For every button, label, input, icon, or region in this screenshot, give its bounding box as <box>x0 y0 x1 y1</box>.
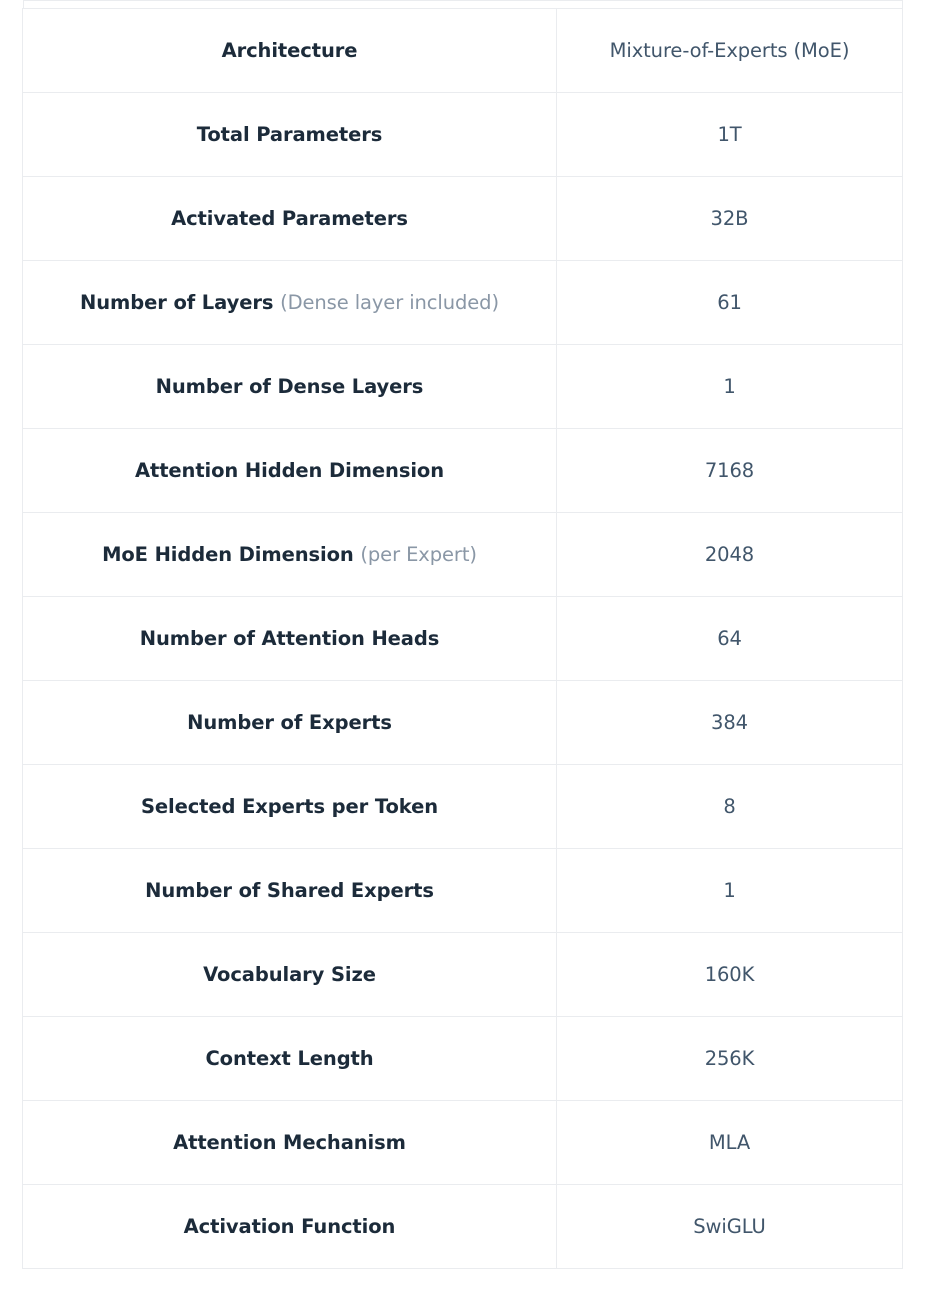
row-label <box>23 765 557 849</box>
row-label-text: Attention Mechanism <box>173 1131 406 1154</box>
row-label-text: Number of Shared Experts <box>145 879 434 902</box>
row-label-text: Activation Function <box>183 1215 396 1238</box>
row-value: 2048 <box>557 513 903 597</box>
row-label-text: Architecture <box>221 39 358 62</box>
row-value: 256K <box>557 1017 903 1101</box>
row-value: 7168 <box>557 429 903 513</box>
table-row <box>23 93 903 177</box>
row-label-text: Activated Parameters <box>171 207 408 230</box>
row-label-text: Vocabulary Size <box>203 963 376 986</box>
row-label-text: Selected Experts per Token <box>140 795 439 818</box>
table-row <box>23 849 903 933</box>
row-label <box>23 513 557 597</box>
table-row <box>23 261 903 345</box>
row-label <box>23 345 557 429</box>
row-value: 32B <box>557 177 903 261</box>
row-label-text: Context Length <box>205 1047 374 1070</box>
row-label <box>23 933 557 1017</box>
row-value: MLA <box>557 1101 903 1185</box>
row-value: 64 <box>557 597 903 681</box>
table-row <box>23 429 903 513</box>
row-label-text: Number of Dense Layers <box>155 375 424 398</box>
table-row <box>23 1185 903 1269</box>
table-row <box>23 765 903 849</box>
row-label-note: (Dense layer included) <box>280 291 499 314</box>
row-value: 1 <box>557 345 903 429</box>
row-value: 384 <box>557 681 903 765</box>
table-row <box>23 1017 903 1101</box>
row-label-text: Number of Experts <box>187 711 392 734</box>
row-value: 1 <box>557 849 903 933</box>
row-label-text: Total Parameters <box>196 123 383 146</box>
row-label <box>23 597 557 681</box>
table-row <box>23 513 903 597</box>
row-label-text: Number of Attention Heads <box>139 627 440 650</box>
row-label <box>23 9 557 93</box>
row-label-text: Number of Layers <box>80 291 274 314</box>
table-row <box>23 177 903 261</box>
table-row <box>23 9 903 93</box>
row-label <box>23 93 557 177</box>
row-label <box>23 1101 557 1185</box>
table-row <box>23 345 903 429</box>
row-label <box>23 1017 557 1101</box>
row-label <box>23 849 557 933</box>
row-label <box>23 681 557 765</box>
row-value: SwiGLU <box>557 1185 903 1269</box>
table-row <box>23 1101 903 1185</box>
row-value: 61 <box>557 261 903 345</box>
row-label-text: Attention Hidden Dimension <box>134 459 444 482</box>
model-specification-table <box>22 8 903 1269</box>
row-label <box>23 177 557 261</box>
row-label <box>23 1185 557 1269</box>
table-row <box>23 933 903 1017</box>
row-value: 160K <box>557 933 903 1017</box>
row-label-text: MoE Hidden Dimension <box>102 543 354 566</box>
row-label <box>23 429 557 513</box>
row-label <box>23 261 557 345</box>
row-value: 8 <box>557 765 903 849</box>
table-body <box>23 9 903 1269</box>
table-row <box>23 597 903 681</box>
row-label-note: (per Expert) <box>360 543 477 566</box>
table-row <box>23 681 903 765</box>
row-value: 1T <box>557 93 903 177</box>
row-value: Mixture-of-Experts (MoE) <box>557 9 903 93</box>
